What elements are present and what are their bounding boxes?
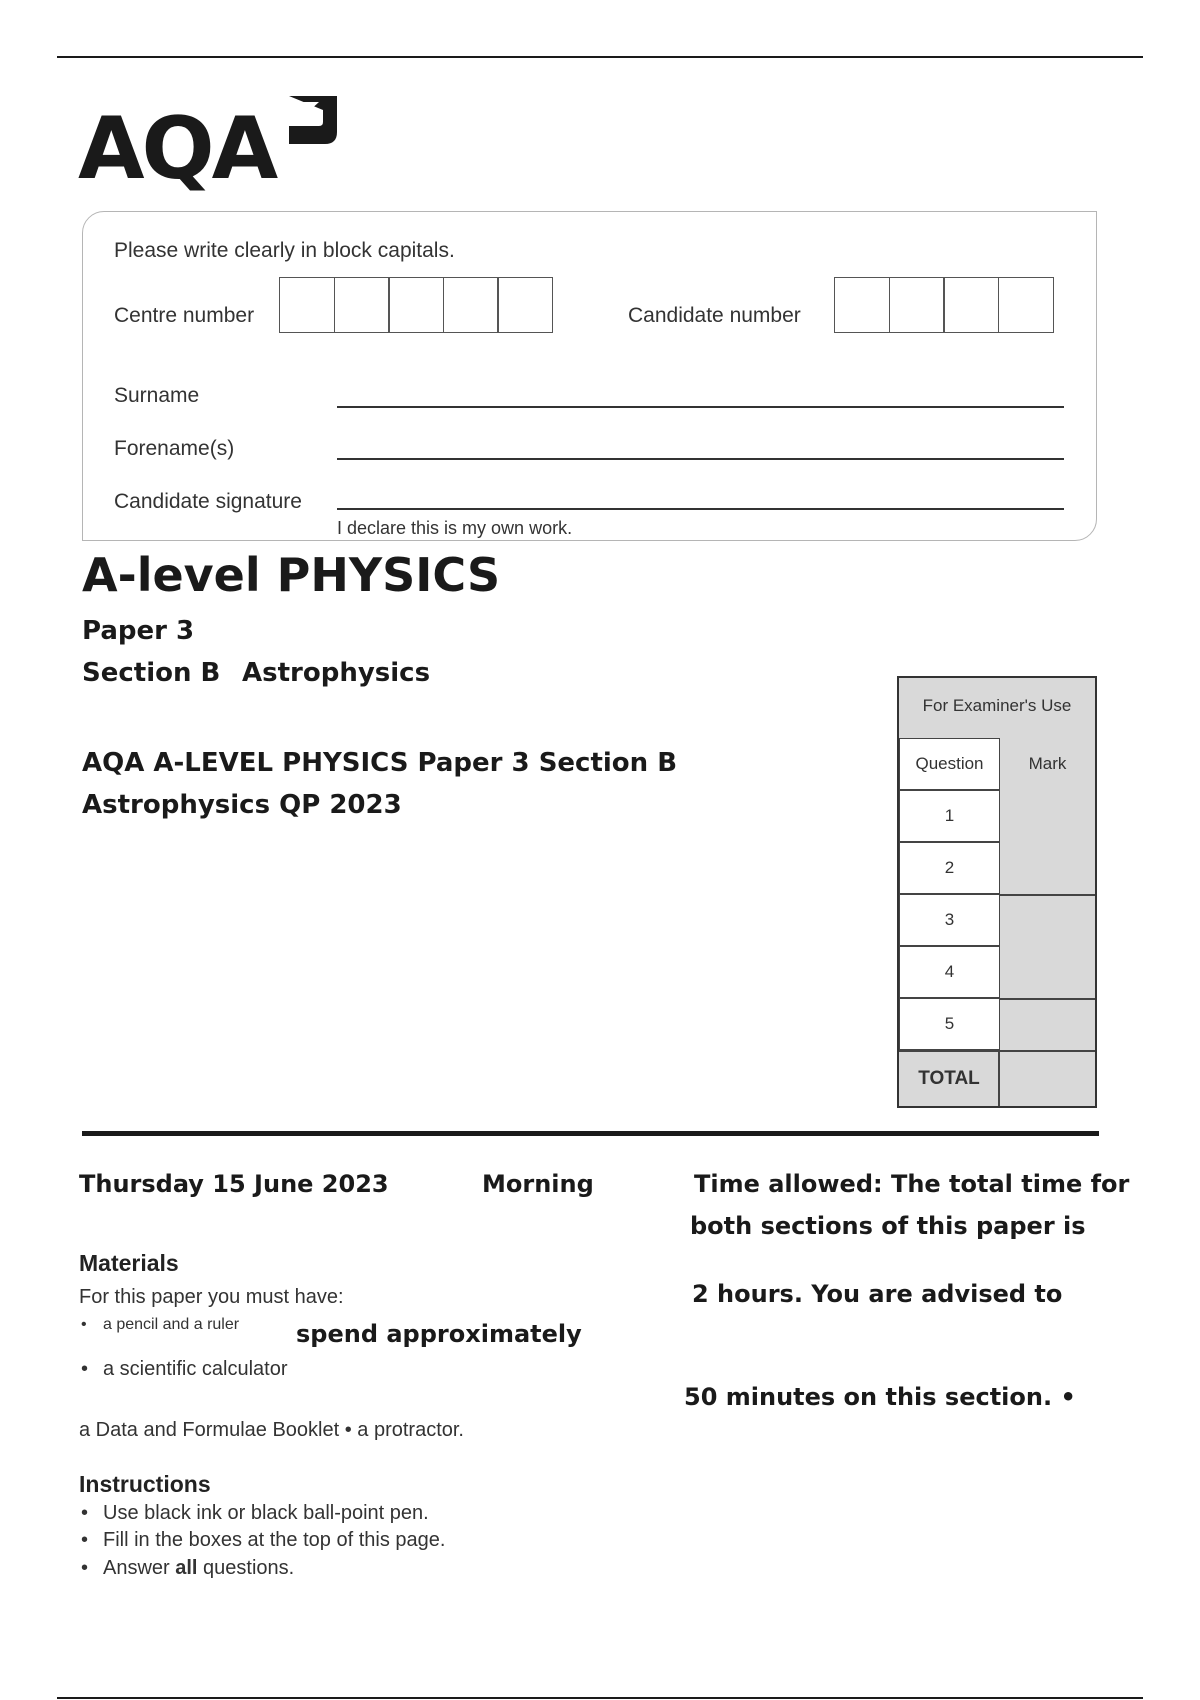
candidate-digit-box[interactable] — [943, 277, 999, 333]
time-allowed-line-5: 50 minutes on this section. • — [684, 1383, 1076, 1411]
materials-item: • a pencil and a ruler — [103, 1316, 239, 1334]
mark-row-divider — [1000, 998, 1095, 1000]
question-number-cell: 5 — [899, 998, 1000, 1050]
instructions-heading: Instructions — [79, 1471, 211, 1497]
exam-date: Thursday 15 June 2023 — [79, 1170, 389, 1198]
question-column-header: Question — [899, 738, 1000, 790]
instruction-tail: questions. — [197, 1557, 295, 1579]
top-rule — [57, 56, 1143, 58]
paper-number: Paper 3 — [82, 616, 195, 646]
question-number-cell: 3 — [899, 894, 1000, 946]
bottom-rule — [57, 1697, 1143, 1699]
mark-row-divider — [1000, 894, 1095, 896]
aqa-logo — [78, 92, 348, 199]
surname-label: Surname — [114, 384, 200, 407]
candidate-digit-box[interactable] — [834, 277, 890, 333]
declaration-text: I declare this is my own work. — [337, 518, 573, 538]
question-number-cell: 1 — [899, 790, 1000, 842]
centre-digit-box[interactable] — [443, 277, 499, 333]
centre-digit-box[interactable] — [334, 277, 390, 333]
centre-number-label: Centre number — [114, 304, 255, 327]
examiner-use-caption: For Examiner's Use — [922, 696, 1072, 715]
form-instruction: Please write clearly in block capitals. — [114, 239, 455, 262]
materials-item: • a scientific calculator — [103, 1358, 288, 1381]
instruction-item: • Fill in the boxes at the top of this page. — [103, 1529, 445, 1552]
paper-description: AQA A-LEVEL PHYSICS Paper 3 Section B Astrophysics QP 2023 — [82, 748, 678, 820]
candidate-number-label: Candidate number — [628, 304, 801, 327]
instruction-item-answer-all — [103, 1557, 294, 1580]
paper-title: A-level PHYSICS — [82, 548, 501, 602]
materials-extra: a Data and Formulae Booklet • a protractor. — [79, 1419, 464, 1441]
materials-intro: For this paper you must have: — [79, 1286, 344, 1308]
section-label: Section B — [82, 658, 221, 688]
signature-label: Candidate signature — [114, 490, 302, 513]
mark-column-header: Mark — [1028, 754, 1067, 773]
candidate-digit-box[interactable] — [889, 277, 945, 333]
surname-field[interactable] — [337, 406, 1064, 408]
time-allowed-line-2: both sections of this paper is — [690, 1212, 1086, 1240]
forename-label: Forename(s) — [114, 437, 235, 460]
aqa-logo-mark-icon — [283, 92, 341, 150]
total-label: TOTAL — [918, 1067, 980, 1089]
question-number-cell: 2 — [899, 842, 1000, 894]
candidate-digit-box[interactable] — [998, 277, 1054, 333]
time-allowed-line-1: Time allowed: The total time for — [694, 1170, 1130, 1198]
instruction-text: Answer — [103, 1557, 176, 1579]
forename-field[interactable] — [337, 458, 1064, 460]
section-name: Astrophysics — [242, 658, 431, 688]
candidate-number-boxes[interactable] — [834, 277, 1052, 333]
signature-field[interactable] — [337, 508, 1064, 510]
question-number-cell: 4 — [899, 946, 1000, 998]
instruction-item: • Use black ink or black ball-point pen. — [103, 1502, 429, 1525]
aqa-logo-text: AQA — [78, 99, 276, 199]
centre-digit-box[interactable] — [497, 277, 553, 333]
section-divider — [82, 1131, 1099, 1136]
exam-session: Morning — [482, 1170, 594, 1198]
materials-heading: Materials — [79, 1250, 179, 1276]
time-allowed-line-3: 2 hours. You are advised to — [692, 1280, 1063, 1308]
centre-number-boxes[interactable] — [279, 277, 552, 333]
examiner-use-table — [897, 676, 1097, 1108]
instruction-emphasis: all — [175, 1557, 198, 1579]
time-allowed-line-4: spend approximately — [296, 1320, 582, 1348]
centre-digit-box[interactable] — [388, 277, 444, 333]
centre-digit-box[interactable] — [279, 277, 335, 333]
